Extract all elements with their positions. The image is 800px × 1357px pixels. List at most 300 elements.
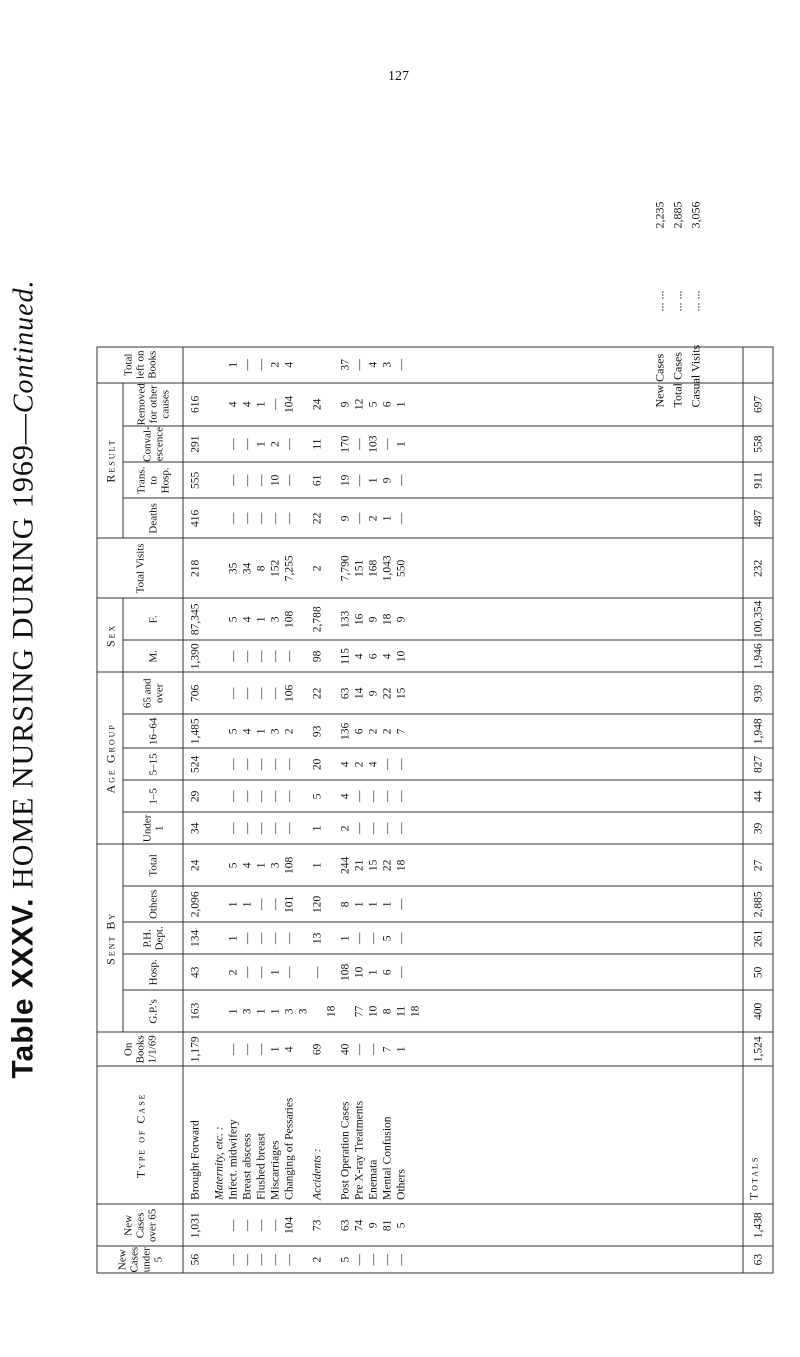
cell-value: 2 bbox=[367, 727, 379, 734]
cell-brought-forward bbox=[188, 347, 202, 382]
cell-value: — bbox=[395, 898, 407, 910]
cell-value: 106 bbox=[283, 684, 295, 702]
cell-value: 9 bbox=[381, 476, 393, 483]
case-label: Flushed breast bbox=[255, 1132, 267, 1200]
cell-value: — bbox=[269, 822, 281, 834]
cell-value: 9 bbox=[367, 1221, 379, 1228]
cell-value: — bbox=[283, 474, 295, 486]
cell-value: 2 bbox=[339, 824, 351, 831]
totals-cell: 939 bbox=[743, 672, 773, 714]
cell-value: 5 bbox=[227, 727, 239, 734]
cell-value: 1 bbox=[227, 934, 239, 941]
cell-value: — bbox=[353, 790, 365, 802]
cell-value: 3 bbox=[269, 861, 281, 868]
data-column bbox=[183, 780, 743, 812]
header-female: F. bbox=[123, 598, 183, 640]
cell-value: 14 bbox=[353, 687, 365, 699]
cell-accidents: 11 bbox=[311, 438, 323, 450]
cell-value: — bbox=[255, 758, 267, 770]
cell-brought-forward: 2,096 bbox=[189, 890, 201, 917]
cell-brought-forward: 1,179 bbox=[189, 1035, 201, 1062]
cell-value: — bbox=[283, 650, 295, 662]
cell-value: — bbox=[381, 437, 393, 450]
summary-label: New Cases bbox=[652, 353, 666, 407]
totals-cell: 261 bbox=[743, 922, 773, 954]
title-main: HOME NURSING DURING 1969— bbox=[6, 412, 39, 889]
cell-accidents: 18 bbox=[325, 1005, 337, 1017]
cell-value: 1 bbox=[269, 1007, 281, 1014]
header-on-books: On Books 1/1/69 bbox=[97, 1032, 183, 1066]
cell-value: 6 bbox=[353, 727, 365, 734]
cell-value: — bbox=[255, 687, 267, 699]
cell-value: — bbox=[227, 687, 239, 699]
table-title bbox=[6, 0, 40, 1357]
cell-brought-forward: 24 bbox=[189, 859, 201, 871]
cell-value: — bbox=[227, 1043, 239, 1055]
summary-value: 2,885 bbox=[670, 201, 684, 228]
page-number: 127 bbox=[387, 68, 409, 84]
cell-value: 9 bbox=[367, 615, 379, 622]
cell-value: 9 bbox=[339, 400, 351, 407]
header-result: Result bbox=[97, 382, 123, 538]
cell-value: 22 bbox=[381, 687, 393, 699]
cell-value: 8 bbox=[381, 1007, 393, 1014]
cell-value: — bbox=[353, 1253, 365, 1265]
cell-value: 115 bbox=[339, 647, 351, 665]
cell-value: 1 bbox=[367, 900, 379, 907]
cell-value: 1 bbox=[255, 440, 267, 447]
cell-value: 3 bbox=[241, 1007, 253, 1014]
cell-value: 8 bbox=[339, 900, 351, 907]
cell-value: 133 bbox=[339, 610, 351, 628]
cell-value: 104 bbox=[283, 395, 295, 413]
cell-brought-forward: 291 bbox=[189, 435, 201, 453]
cell-value: — bbox=[227, 790, 239, 802]
cell-value: 1 bbox=[255, 1007, 267, 1014]
cell-value: 4 bbox=[283, 1045, 295, 1052]
cell-value: — bbox=[269, 790, 281, 802]
summary-row bbox=[686, 201, 704, 407]
home-nursing-table bbox=[96, 346, 773, 1273]
cell-value: — bbox=[367, 1253, 379, 1265]
cell-value: — bbox=[255, 1219, 267, 1231]
cell-value: 550 bbox=[395, 559, 407, 577]
cell-value: — bbox=[381, 758, 393, 770]
cell-value: — bbox=[353, 1043, 365, 1055]
cell-value: 18 bbox=[395, 859, 407, 871]
cell-value: 1 bbox=[353, 900, 365, 907]
header-others: Others bbox=[123, 886, 183, 922]
cell-value: — bbox=[227, 437, 239, 450]
summary-label: Casual Visits bbox=[688, 344, 702, 407]
header-ph-dept: P.H. Dept. bbox=[123, 922, 183, 954]
cell-value: — bbox=[241, 437, 253, 450]
totals-cell: 487 bbox=[743, 498, 773, 538]
cell-value: 9 bbox=[395, 615, 407, 622]
cell-value: 1 bbox=[339, 934, 351, 941]
cell-value: 4 bbox=[241, 400, 253, 407]
data-column bbox=[183, 990, 743, 1032]
cell-value: — bbox=[255, 358, 267, 370]
cell-value: — bbox=[367, 790, 379, 802]
case-label: Others bbox=[395, 1168, 407, 1200]
cell-value: 9 bbox=[367, 689, 379, 696]
cell-accidents: 93 bbox=[311, 725, 323, 737]
cell-value: — bbox=[283, 822, 295, 834]
cell-brought-forward: 616 bbox=[189, 395, 201, 413]
cell-value: 2 bbox=[269, 440, 281, 447]
totals-cell: 827 bbox=[743, 748, 773, 780]
cell-value: — bbox=[241, 1219, 253, 1231]
cell-value: 3 bbox=[283, 1007, 295, 1014]
header-new-cases-under-5: New Cases under 5 bbox=[97, 1246, 183, 1273]
case-label: Miscarriages bbox=[269, 1139, 281, 1200]
totals-cell: 911 bbox=[743, 462, 773, 498]
cell-value: 18 bbox=[409, 1005, 421, 1017]
cell-value: — bbox=[241, 650, 253, 662]
data-column bbox=[183, 1032, 743, 1066]
header-hosp: Hosp. bbox=[123, 954, 183, 990]
title-continued: Continued. bbox=[8, 278, 39, 413]
totals-cell: 100,354 bbox=[743, 598, 773, 640]
header-total-left-on-books: Total left on Books bbox=[97, 346, 183, 382]
cell-value: 1 bbox=[227, 361, 239, 368]
cell-accidents: 1 bbox=[311, 824, 323, 831]
cell-accidents: 73 bbox=[311, 1219, 323, 1231]
cell-value: 168 bbox=[367, 559, 379, 577]
summary-dots: ... ... bbox=[652, 290, 666, 311]
data-column bbox=[183, 748, 743, 780]
cell-value: 4 bbox=[367, 361, 379, 368]
case-type-labels bbox=[183, 1066, 743, 1204]
cell-value: 10 bbox=[395, 650, 407, 662]
cell-value: 4 bbox=[241, 861, 253, 868]
cell-value: — bbox=[283, 758, 295, 770]
totals-cell: 400 bbox=[743, 990, 773, 1032]
data-column bbox=[183, 425, 743, 461]
cell-accidents: 13 bbox=[311, 932, 323, 944]
header-convalescence: Conval-escence bbox=[123, 425, 183, 461]
cell-accidents: 20 bbox=[311, 758, 323, 770]
cell-value: 1 bbox=[367, 968, 379, 975]
cell-value: 1 bbox=[255, 861, 267, 868]
cell-value: 4 bbox=[381, 652, 393, 659]
cell-value: 16 bbox=[353, 613, 365, 625]
header-male: M. bbox=[123, 640, 183, 672]
data-column bbox=[183, 922, 743, 954]
cell-value: — bbox=[241, 1253, 253, 1265]
cell-value: — bbox=[395, 358, 407, 370]
cell-accidents: 61 bbox=[311, 474, 323, 486]
cell-value: 1 bbox=[269, 968, 281, 975]
cell-value: — bbox=[395, 1253, 407, 1265]
header-trans-to-hosp: Trans. to Hosp. bbox=[123, 462, 183, 498]
cell-brought-forward: 34 bbox=[189, 822, 201, 834]
header-deaths: Deaths bbox=[123, 498, 183, 538]
cell-value: 5 bbox=[227, 615, 239, 622]
cell-value: 10 bbox=[367, 1005, 379, 1017]
totals-cell: 697 bbox=[743, 382, 773, 425]
data-column bbox=[183, 954, 743, 990]
cell-value: — bbox=[227, 1253, 239, 1265]
cell-value: — bbox=[395, 822, 407, 834]
cell-value: 10 bbox=[353, 966, 365, 978]
cell-value: — bbox=[353, 512, 365, 524]
cell-value: 22 bbox=[381, 859, 393, 871]
totals-cell: 63 bbox=[743, 1246, 773, 1273]
cell-value: 108 bbox=[283, 610, 295, 628]
cell-brought-forward: 56 bbox=[189, 1253, 201, 1265]
cell-value: 1 bbox=[395, 400, 407, 407]
cell-value: 1,043 bbox=[381, 554, 393, 581]
cell-value: 10 bbox=[269, 474, 281, 486]
title-table-number: Table XXXV. bbox=[6, 896, 39, 1079]
summary-dots: ... ... bbox=[688, 290, 702, 311]
cell-value: — bbox=[395, 512, 407, 524]
cell-brought-forward: 1,390 bbox=[189, 642, 201, 669]
cell-brought-forward: 524 bbox=[189, 755, 201, 773]
case-label-maternity: Maternity, etc. : bbox=[213, 1125, 225, 1200]
cell-value: 1 bbox=[227, 1007, 239, 1014]
table-row bbox=[183, 346, 743, 1272]
cell-value: 1 bbox=[395, 440, 407, 447]
totals-cell: 1,946 bbox=[743, 640, 773, 672]
cell-value: — bbox=[255, 966, 267, 978]
cell-accidents: 120 bbox=[311, 895, 323, 913]
cell-value: 2 bbox=[353, 760, 365, 767]
cell-value: — bbox=[269, 758, 281, 770]
cell-value: 136 bbox=[339, 722, 351, 740]
cell-value: — bbox=[367, 1043, 379, 1055]
cell-value: 5 bbox=[381, 934, 393, 941]
cell-value: — bbox=[395, 966, 407, 978]
cell-brought-forward: 43 bbox=[189, 966, 201, 978]
cell-value: 19 bbox=[339, 474, 351, 486]
header-sent-by: Sent By bbox=[97, 844, 123, 1032]
case-label: Mental Confusion bbox=[381, 1115, 393, 1200]
cell-value: 77 bbox=[353, 1005, 365, 1017]
cell-value: 81 bbox=[381, 1219, 393, 1231]
cell-value: 4 bbox=[339, 792, 351, 799]
totals-cell bbox=[743, 346, 773, 382]
cell-value: — bbox=[269, 932, 281, 944]
totals-cell: 27 bbox=[743, 844, 773, 886]
totals-cell: 558 bbox=[743, 425, 773, 461]
cell-accidents: 24 bbox=[311, 398, 323, 410]
cell-accidents: — bbox=[311, 966, 323, 978]
cell-value: — bbox=[241, 790, 253, 802]
header-removed-other: Removed for other causes bbox=[123, 382, 183, 425]
cell-value: 2 bbox=[381, 727, 393, 734]
data-column bbox=[183, 598, 743, 640]
summary-row bbox=[668, 201, 686, 407]
cell-value: 1 bbox=[269, 1045, 281, 1052]
totals-row bbox=[743, 346, 773, 1272]
header-total-visits: Total Visits bbox=[97, 538, 183, 598]
cell-value: 5 bbox=[395, 1221, 407, 1228]
totals-cell: 44 bbox=[743, 780, 773, 812]
cell-value: — bbox=[269, 650, 281, 662]
cell-brought-forward: 218 bbox=[189, 559, 201, 577]
cell-value: 3 bbox=[269, 615, 281, 622]
cell-value: 170 bbox=[339, 435, 351, 453]
cell-value: — bbox=[353, 358, 365, 370]
cell-value: — bbox=[241, 512, 253, 524]
cell-value: — bbox=[283, 437, 295, 450]
cell-value: 1 bbox=[367, 476, 379, 483]
cell-brought-forward: 1,031 bbox=[189, 1211, 201, 1238]
cell-value: 152 bbox=[269, 559, 281, 577]
cell-value: — bbox=[353, 437, 365, 450]
cell-value: — bbox=[241, 1043, 253, 1055]
cell-value: — bbox=[241, 932, 253, 944]
cell-value: 101 bbox=[283, 895, 295, 913]
case-label: Enemata bbox=[367, 1159, 379, 1200]
cell-value: — bbox=[255, 512, 267, 524]
cell-value: 37 bbox=[339, 358, 351, 370]
cell-value: — bbox=[395, 932, 407, 944]
data-column bbox=[183, 844, 743, 886]
data-column bbox=[183, 886, 743, 922]
cell-accidents: 69 bbox=[311, 1043, 323, 1055]
cell-brought-forward: 163 bbox=[189, 1002, 201, 1020]
cell-value: 35 bbox=[227, 562, 239, 574]
cell-value: 2 bbox=[269, 361, 281, 368]
cell-value: 1 bbox=[227, 900, 239, 907]
cell-value: 2 bbox=[283, 727, 295, 734]
header-type-of-case: Type of Case bbox=[97, 1066, 183, 1204]
cell-value: — bbox=[269, 398, 281, 410]
cell-brought-forward: 29 bbox=[189, 790, 201, 802]
cell-value: 1 bbox=[255, 727, 267, 734]
cell-value: 5 bbox=[339, 1256, 351, 1263]
cell-value: 1 bbox=[381, 900, 393, 907]
cell-value: — bbox=[283, 966, 295, 978]
cell-value: — bbox=[241, 474, 253, 486]
cell-value: 6 bbox=[381, 968, 393, 975]
cell-value: 151 bbox=[353, 559, 365, 577]
cell-value: — bbox=[255, 898, 267, 910]
cell-value: — bbox=[381, 790, 393, 802]
cell-value: 1 bbox=[255, 615, 267, 622]
summary-value: 2,235 bbox=[652, 201, 666, 228]
cell-brought-forward: 87,345 bbox=[189, 603, 201, 635]
cell-value: — bbox=[227, 758, 239, 770]
cell-value: — bbox=[395, 790, 407, 802]
cell-accidents bbox=[310, 347, 324, 382]
header-gps: G.P.'s bbox=[123, 990, 183, 1032]
cell-brought-forward: 706 bbox=[189, 684, 201, 702]
data-column bbox=[183, 498, 743, 538]
cell-value: — bbox=[241, 687, 253, 699]
cell-value: 9 bbox=[339, 514, 351, 521]
cell-accidents: 22 bbox=[311, 512, 323, 524]
cell-value: 3 bbox=[381, 361, 393, 368]
cell-value: — bbox=[395, 758, 407, 770]
totals-cell: 1,524 bbox=[743, 1032, 773, 1066]
cell-value: — bbox=[241, 358, 253, 370]
cell-value: — bbox=[227, 822, 239, 834]
cell-value: — bbox=[255, 932, 267, 944]
cell-value: — bbox=[381, 1253, 393, 1265]
cell-value: 34 bbox=[241, 562, 253, 574]
cell-value: 108 bbox=[283, 856, 295, 874]
header-under-1: Under 1 bbox=[123, 812, 183, 844]
cell-accidents: 22 bbox=[311, 687, 323, 699]
case-label: Pre X-ray Treatments bbox=[353, 1100, 365, 1200]
cell-value: 6 bbox=[367, 652, 379, 659]
cell-value: — bbox=[269, 512, 281, 524]
cell-value: 6 bbox=[381, 400, 393, 407]
cell-value: 7,255 bbox=[283, 554, 295, 581]
totals-cell: 50 bbox=[743, 954, 773, 990]
cell-value: — bbox=[367, 932, 379, 944]
cell-accidents: 2 bbox=[311, 1256, 323, 1263]
header-new-cases-over-65: New Cases over 65 bbox=[97, 1204, 183, 1246]
cell-brought-forward: 416 bbox=[189, 509, 201, 527]
cell-value: 103 bbox=[367, 435, 379, 453]
cell-value: — bbox=[227, 512, 239, 524]
cell-value: — bbox=[241, 966, 253, 978]
cell-value: — bbox=[283, 512, 295, 524]
case-label: Infect. midwifery bbox=[227, 1118, 239, 1200]
totals-cell: 1,438 bbox=[743, 1204, 773, 1246]
cell-value: 244 bbox=[339, 856, 351, 874]
case-label: Changing of Pessaries bbox=[283, 1097, 295, 1200]
cell-value: 15 bbox=[395, 687, 407, 699]
cell-value: 18 bbox=[381, 613, 393, 625]
case-label-accidents: Accidents : bbox=[311, 1147, 323, 1200]
cell-value: 3 bbox=[269, 727, 281, 734]
cell-value: — bbox=[269, 898, 281, 910]
cell-value: 4 bbox=[241, 615, 253, 622]
header-age-16-64: 16–64 bbox=[123, 714, 183, 748]
cell-value: — bbox=[269, 1219, 281, 1231]
cell-value: 3 bbox=[297, 1007, 309, 1014]
cell-value: 1 bbox=[395, 1045, 407, 1052]
cell-value: — bbox=[241, 822, 253, 834]
cell-value: 40 bbox=[339, 1043, 351, 1055]
cell-value: 2 bbox=[367, 514, 379, 521]
cell-accidents: 1 bbox=[311, 861, 323, 868]
cell-value: — bbox=[255, 650, 267, 662]
cell-value: 21 bbox=[353, 859, 365, 871]
cell-value: — bbox=[381, 822, 393, 834]
totals-cell: 1,948 bbox=[743, 714, 773, 748]
cell-value: — bbox=[241, 758, 253, 770]
cell-value: 12 bbox=[353, 398, 365, 410]
cell-accidents: 2 bbox=[311, 564, 323, 571]
cell-value: 4 bbox=[339, 760, 351, 767]
header-age-65-over: 65 and over bbox=[123, 672, 183, 714]
cell-value: — bbox=[227, 650, 239, 662]
summary-block bbox=[650, 201, 704, 407]
cell-value: — bbox=[367, 822, 379, 834]
data-column bbox=[183, 462, 743, 498]
summary-value: 3,056 bbox=[688, 201, 702, 228]
cell-value: 1 bbox=[381, 514, 393, 521]
cell-value: — bbox=[227, 474, 239, 486]
data-column bbox=[183, 812, 743, 844]
totals-cell: 39 bbox=[743, 812, 773, 844]
cell-value: 63 bbox=[339, 1219, 351, 1231]
case-label: Post Operation Cases bbox=[339, 1100, 351, 1200]
cell-value: — bbox=[353, 822, 365, 834]
cell-brought-forward: 555 bbox=[189, 471, 201, 489]
cell-brought-forward: 1,485 bbox=[189, 717, 201, 744]
cell-value: — bbox=[255, 790, 267, 802]
table-body bbox=[183, 346, 773, 1272]
